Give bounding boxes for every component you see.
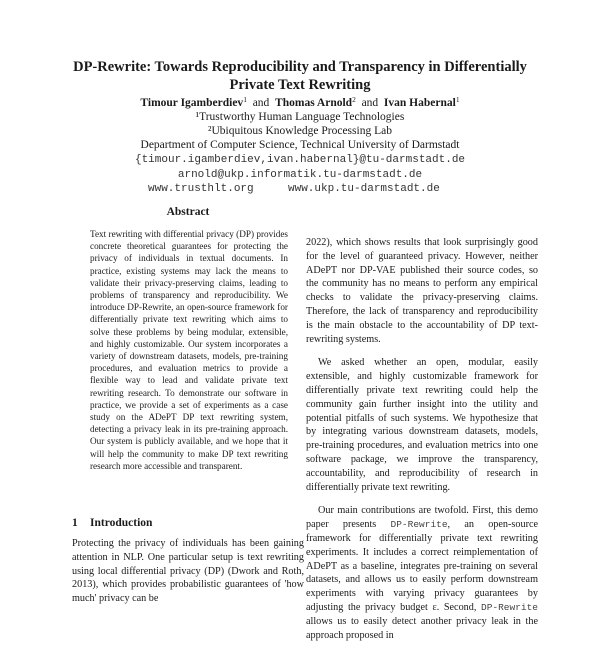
code-name: DP-Rewrite bbox=[481, 601, 539, 613]
paragraph-text: , an open-source framework for differentially private text rewriting experiments. It includes a correct reimplementation of ADePT as a baseline, integrates pre-training on several datasets, and allows us to easily perform downstream experiments with varying privacy guarantees by adjusting the privacy budget ε. Second, bbox=[306, 519, 539, 613]
author-sup: 1 bbox=[243, 95, 247, 104]
paragraph: 2022), which shows results that look surprisingly good for the level of guaranteed privacy. However, neither ADePT nor DP-VAE published their source codes, so the community has no means to perform any empirical checks to validate the privacy-preserving claims. Therefore, the lack of transparency and reproducibility is the main obstacle to the accountability of DP text-rewriting systems. bbox=[306, 237, 538, 345]
code-name: DP-Rewrite bbox=[390, 519, 448, 531]
paper-title: DP-Rewrite: Towards Reproducibility and Transparency in Differentially Private Text Rewriting bbox=[73, 59, 527, 93]
section-title: Introduction bbox=[90, 517, 153, 529]
url-trusthlt: www.trusthlt.org bbox=[148, 183, 254, 195]
section-number: 1 bbox=[72, 517, 78, 529]
paragraph bbox=[306, 504, 538, 642]
right-column bbox=[306, 236, 538, 652]
abstract-text: Text rewriting with differential privacy (DP) provides concrete theoretical guarantees for protecting the privacy of individuals in textual documents. In practice, existing systems may lack the means to validate their privacy-preserving claims, leading to problems of transparency and reproducibility. We introduce DP-Rewrite, an open-source framework for differentially private text rewriting which aims to solve these problems by being modular, extensible, and highly customizable. Our system incorporates a variety of downstream datasets, models, pre-training procedures, and evaluation metrics to provide a flexible way to lead and validate private text rewriting research. To demonstrate our software in practice, we provide a set of experiments as a case study on the ADePT DP text rewriting system, detecting a privacy leak in its pre-training approach. Our system is publicly available, and we hope that it will help the community to make DP text rewriting research more accessible and transparent. bbox=[90, 229, 288, 471]
author-sup: 2 bbox=[352, 95, 356, 104]
author-name: Thomas Arnold bbox=[275, 97, 353, 109]
url-ukp: www.ukp.tu-darmstadt.de bbox=[288, 183, 440, 195]
paragraph-text: allows us to easily detect another privacy leak in the approach proposed in bbox=[306, 615, 538, 641]
author-name: Ivan Habernal bbox=[383, 97, 456, 109]
affiliation-1: ¹Trustworthy Human Language Technologies bbox=[195, 111, 405, 123]
paragraph-text: Our main contributions are twofold. First, this demo paper presents bbox=[306, 505, 538, 531]
author-and: and bbox=[361, 97, 379, 109]
section-heading bbox=[72, 517, 152, 529]
author-line bbox=[60, 96, 540, 110]
department: Department of Computer Science, Technical University of Darmstadt bbox=[140, 139, 460, 151]
intro-text: Protecting the privacy of individuals has been gaining attention in NLP. One particular setup is text rewriting using local differential privacy (DP) (Dwork and Roth, 2013), which provides probabilistic guarantees of 'how much' privacy can be bbox=[72, 538, 304, 605]
author-and: and bbox=[252, 97, 270, 109]
abstract-heading: Abstract bbox=[166, 206, 210, 218]
email-line-1: {timour.igamberdiev,ivan.habernal}@tu-darmstadt.de bbox=[134, 154, 466, 166]
email-line-2: arnold@ukp.informatik.tu-darmstadt.de bbox=[177, 169, 423, 181]
paragraph: We asked whether an open, modular, easily extensible, and highly customizable framework for differentially private text rewriting could help the community gain further insight into the utility and potential pitfalls of such systems. We hypothesize that by integrating various downstream datasets, models, pre-training procedures, and evaluation metrics into one software package, we improve the transparency, accountability, and reproducibility of research in differentially private text rewriting. bbox=[306, 357, 538, 493]
author-sup: 1 bbox=[455, 95, 460, 104]
affiliation-2: ²Ubiquitous Knowledge Processing Lab bbox=[208, 125, 392, 137]
author-name: Timour Igamberdiev bbox=[140, 97, 244, 109]
